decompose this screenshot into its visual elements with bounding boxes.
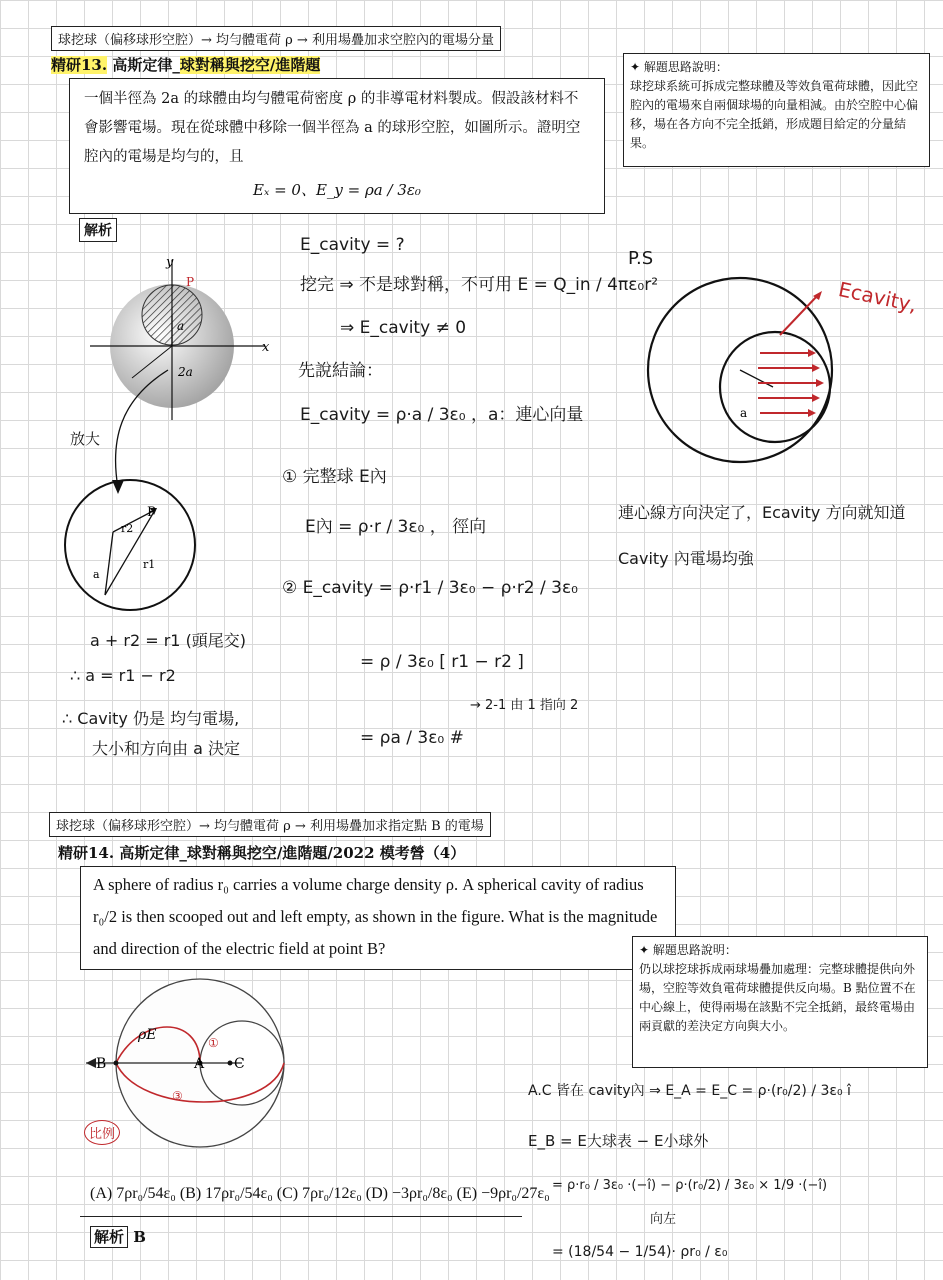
answer-choices: (A) 7ρr₀/54ε₀ (B) 17ρr₀/54ε₀ (C) 7ρr₀/12ε₀ (D) −3ρr₀/8ε₀ (E) −9ρr₀/27ε₀ (90, 1185, 550, 1202)
ps-a-label: a (740, 406, 748, 420)
hint-note-1 (623, 53, 930, 167)
ps-line-1: 連心線方向決定了，Ecavity 方向就知道 (618, 503, 906, 522)
hand-line-12: a + r2 = r1 (頭尾交) (90, 631, 247, 650)
hand2-line-4: 向左 (650, 1212, 677, 1227)
cavity-circle (65, 480, 195, 610)
two-a-label: 2a (178, 365, 193, 379)
title-text-2: 高斯定律_球對稱與挖空/進階題/2022 模考營（4） (119, 844, 466, 862)
rho-e-label: ρE (138, 1027, 157, 1043)
choices-divider (80, 1216, 522, 1217)
hand-line-11: = ρa / 3ε₀ # (360, 728, 464, 748)
hand-line-15: 大小和方向由 a 決定 (92, 739, 240, 758)
problem-formula: Eₓ = 0、E_y = ρa / 3ε₀ (253, 181, 421, 199)
note-text-2: 仍以球挖球拆成兩球場疊加處理：完整球體提供向外場，空腔等效負電荷球體提供反向場。B 點位置不在中心線上，使得兩場在該點不完全抵銷，最終電場由兩貢獻的差決定方向與大小。 (639, 962, 916, 1033)
y-label: y (166, 255, 174, 270)
problem-text: 一個半徑為 2a 的球體由均勻體電荷密度 ρ 的非導電材料製成。假設該材料不會影響電場。現在從球體中移除一個半徑為 a 的球形空腔，如圖所示。證明空腔內的電場是均勻的，且 (84, 91, 581, 165)
a-label: a (177, 319, 185, 333)
hand-line-8: ② E_cavity = ρ·r1 / 3ε₀ − ρ·r2 / 3ε₀ (282, 578, 578, 598)
note-heading: ✦ 解題思路說明： (630, 60, 728, 74)
a-point-label: A (194, 1056, 205, 1072)
problem-box-2: A sphere of radius r₀ carries a volume charge density ρ. A spherical cavity of radius r₀/2 is then scooped out and left empty, as shown in the figure. What is the magnitude and direction of the electric field at point B? (80, 866, 676, 970)
hand2-line-5: = (18/54 − 1/54)· ρr₀ / ε₀ (552, 1244, 728, 1260)
ps-cavity-circle (720, 332, 830, 442)
title-text: 高斯定律_ (112, 56, 180, 74)
hand-line-6: ① 完整球 E內 (282, 467, 387, 487)
hint-note-2 (632, 936, 928, 1068)
title-number: 精研13. (51, 56, 108, 74)
note-text: 球挖球系統可拆成完整球體及等效負電荷球體，因此空腔內的電場來自兩個球場的向量相減。由於空腔中心偏移，場在各方向不完全抵銷，形成題目給定的分量結果。 (630, 79, 919, 150)
hand-line-3: ⇒ E_cavity ≠ 0 (340, 318, 467, 338)
hand2-line-3: = ρ·r₀ / 3ε₀ ·(−î) − ρ·(r₀/2) / 3ε₀ × 1/9 ·(−î) (552, 1178, 828, 1193)
x-label: x (262, 340, 270, 355)
problem-box-1 (69, 78, 605, 214)
ps-line-2: Cavity 內電場均強 (618, 549, 754, 568)
hand2-line-2: E_B = E大球表 − E小球外 (528, 1132, 709, 1150)
hand-line-9: = ρ / 3ε₀ [ r1 − r2 ] (360, 652, 524, 672)
p-label: P (186, 275, 195, 289)
zoom-label: 放大 (70, 430, 101, 448)
b-point-label: B (96, 1056, 107, 1072)
hand-line-13: ∴ a = r1 − r2 (70, 666, 176, 685)
sphere-b-figure (80, 975, 320, 1175)
c-point-label: C (234, 1056, 245, 1072)
hand-line-4: 先說結論： (298, 361, 383, 381)
title-number-2: 精研14. (58, 844, 115, 862)
a-vec-label: a (93, 568, 100, 581)
circle-one-label: ① (208, 1036, 219, 1050)
hand2-line-1: A.C 皆在 cavity內 ⇒ E_A = E_C = ρ·(r₀/2) / 3ε₀ î (528, 1083, 851, 1099)
topic-label-1: 球挖球（偏移球形空腔）→ 均勻體電荷 ρ → 利用場疊加求空腔內的電場分量 (51, 26, 501, 51)
ps-ecavity-label: Ecavity, (836, 277, 919, 317)
note-heading-2: ✦ 解題思路說明： (639, 943, 737, 957)
topic-label-2: 球挖球（偏移球形空腔）→ 均勻體電荷 ρ → 利用場疊加求指定點 B 的電場 (49, 812, 491, 837)
problem-title-1 (51, 54, 320, 75)
r1-label: r1 (143, 558, 156, 571)
p-point-label: P (147, 505, 156, 520)
r2-label: r2 (121, 522, 134, 535)
ps-a-vector (740, 370, 773, 387)
hand-line-2: 挖完 ⇒ 不是球對稱，不可用 E = Q_in / 4πε₀r² (300, 275, 659, 295)
answer-value: B (133, 1228, 146, 1246)
solution-tag-1: 解析 (79, 218, 117, 242)
ps-label: P.S (628, 248, 654, 269)
hand-line-7: E內 = ρ·r / 3ε₀ ， 徑向 (305, 517, 487, 537)
scale-note: 比例 (84, 1120, 120, 1145)
title-highlight: 球對稱與挖空/進階題 (179, 56, 321, 74)
hand-line-5: E_cavity = ρ·a / 3ε₀ ，a：連心向量 (300, 405, 584, 425)
hand-line-10: → 2-1 由 1 指向 2 (470, 698, 579, 713)
vec-a (105, 532, 113, 595)
hand-line-14: ∴ Cavity 仍是 均勻電場, (62, 709, 240, 728)
problem-title-2 (58, 842, 465, 863)
answer-tag: 解析 (90, 1226, 128, 1248)
circle-three-label: ③ (172, 1089, 183, 1103)
vector-circle-figure (55, 470, 205, 620)
hand-line-1: E_cavity = ? (300, 235, 405, 255)
answer-line (90, 1226, 146, 1247)
